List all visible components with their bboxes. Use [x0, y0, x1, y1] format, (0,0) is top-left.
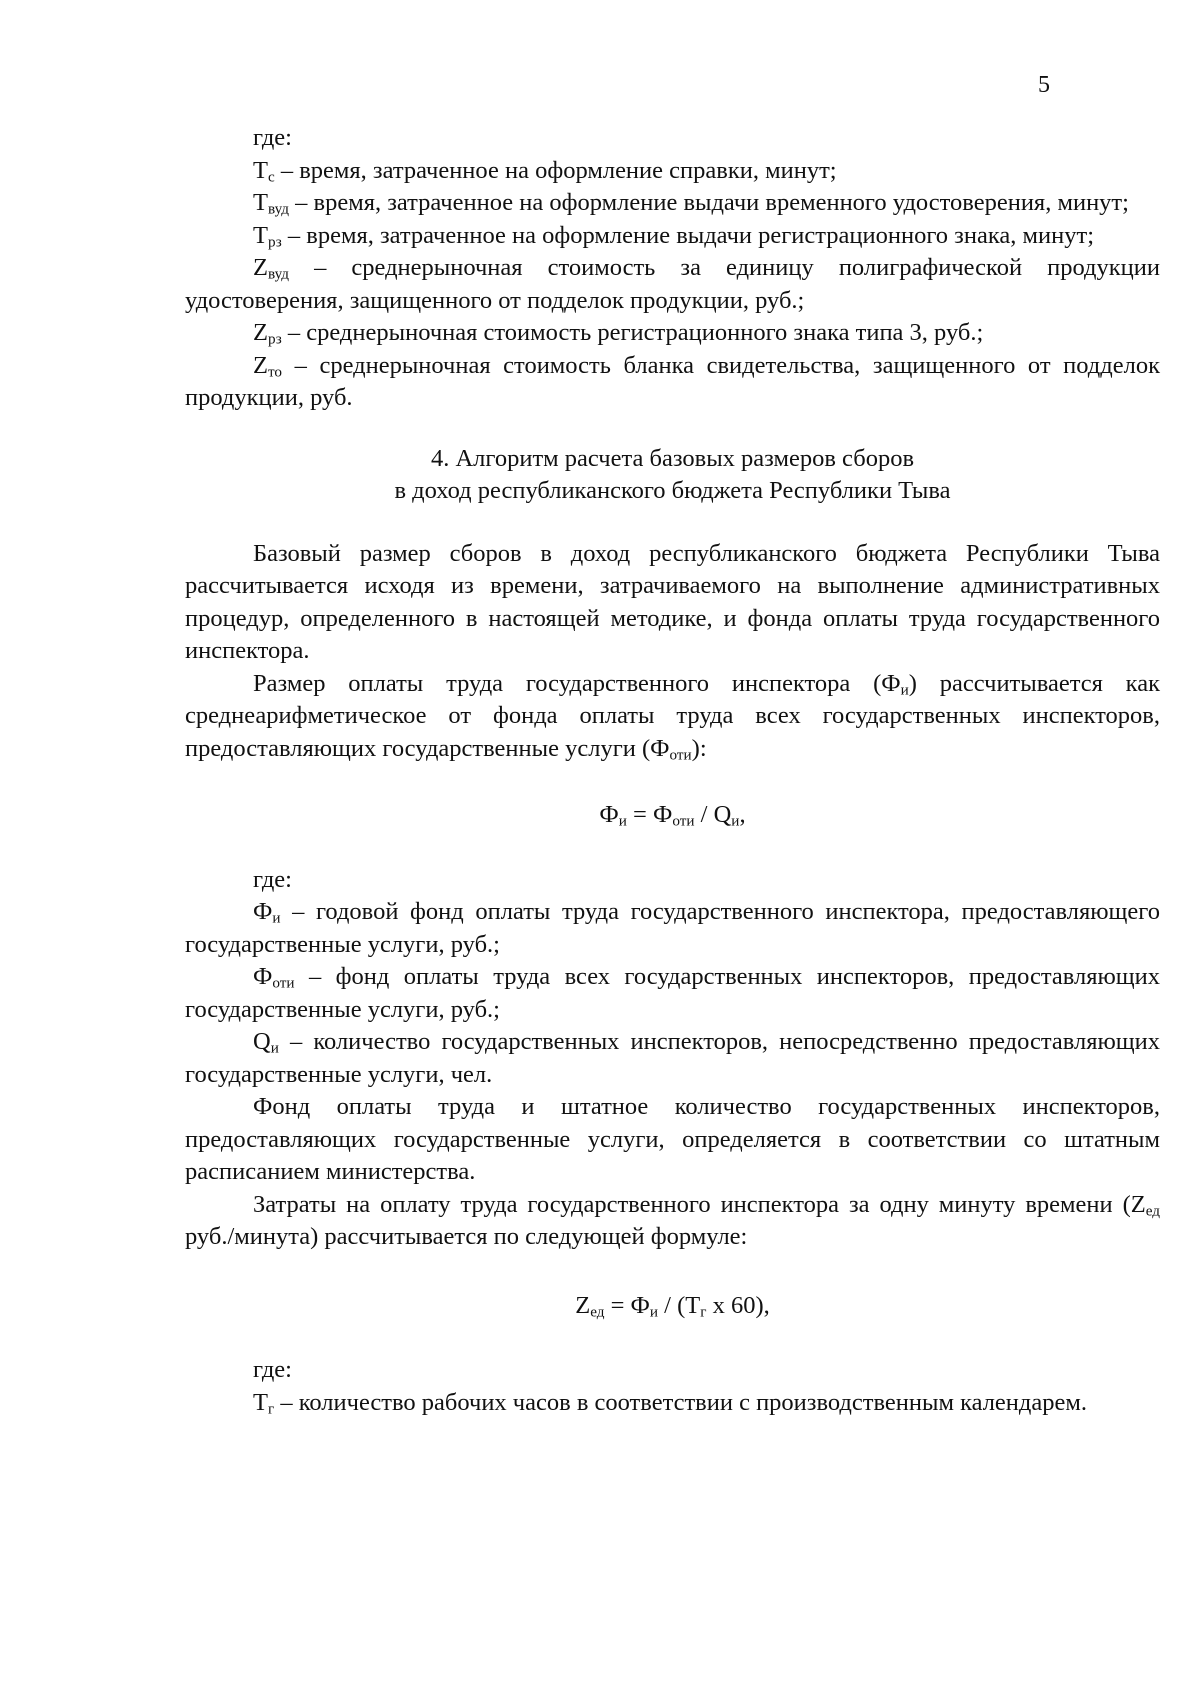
paragraph-inspector-pay — [185, 668, 1160, 766]
symbol-subscript: и — [272, 909, 281, 927]
page-number: 5 — [1038, 72, 1050, 98]
symbol: Ф — [253, 898, 273, 925]
formula-symbol: Z — [575, 1291, 591, 1319]
definition-text: – количество рабочих часов в соответствии с производственным календарем. — [274, 1388, 1087, 1416]
symbol-subscript: г — [267, 1399, 275, 1417]
section-heading-line2: в доход республиканского бюджета Республики Тыва — [394, 477, 951, 504]
formula-symbol: Ф — [599, 801, 619, 828]
where-label: где: — [253, 865, 292, 893]
formula-punctuation: , — [739, 801, 746, 828]
paragraph-base-size: Базовый размер сборов в доход республиканского бюджета Республики Тыва рассчитывается исходя из времени, затрачиваемого на выполнение административных процедур, определенного в настоящей методике, и фонда оплаты труда государственного инспектора. — [185, 539, 1160, 664]
paragraph-text: ) рассчитывается как среднеарифметическое от фонда оплаты труда всех государственных инспекторов, предоставляющих государственные услуги (Ф — [185, 669, 1160, 762]
section-heading-line1: 4. Алгоритм расчета базовых размеров сборов — [430, 444, 915, 472]
paragraph-text: Затраты на оплату труда государственного инспектора за одну минуту времени (Z — [253, 1190, 1146, 1218]
symbol: Z — [253, 351, 268, 379]
definition-foti — [185, 961, 1160, 1026]
symbol-subscript: то — [267, 362, 282, 380]
formula-operator: / — [694, 801, 714, 828]
symbol-subscript: рз — [267, 232, 282, 250]
definition-fi — [185, 896, 1160, 961]
formula-operator: = — [626, 801, 653, 828]
definition-tc — [185, 155, 1160, 188]
formula-punctuation: x 60), — [706, 1291, 770, 1319]
definition-qi — [185, 1026, 1160, 1091]
definition-tvud — [185, 187, 1160, 220]
symbol-subscript: и — [900, 680, 909, 698]
formula-subscript: и — [649, 1302, 659, 1320]
symbol-subscript: оти — [272, 974, 295, 992]
formula-subscript: г — [700, 1302, 707, 1320]
symbol: Ф — [253, 963, 273, 990]
symbol: T — [253, 156, 268, 184]
definition-text: – время, затраченное на оформление выдачи временного удостоверения, минут; — [289, 189, 1129, 216]
definition-zrz — [185, 317, 1160, 350]
symbol-subscript: оти — [669, 745, 692, 763]
paragraph-text: руб./минута) рассчитывается по следующей формуле: — [185, 1223, 748, 1250]
definition-zto — [185, 350, 1160, 415]
definition-text: – среднерыночная стоимость регистрационного знака типа 3, руб.; — [281, 319, 984, 346]
definition-text: – количество государственных инспекторов, непосредственно предоставляющих государственные услуги, чел. — [185, 1028, 1160, 1088]
formula-subscript: ед — [590, 1302, 605, 1320]
definition-text: – среднерыночная стоимость бланка свидетельства, защищенного от подделок продукции, руб. — [185, 351, 1160, 411]
symbol-subscript: ед — [1145, 1201, 1160, 1219]
definition-text: – среднерыночная стоимость за единицу полиграфической продукции удостоверения, защищенного от подделок продукции, руб.; — [185, 254, 1160, 314]
symbol-subscript: и — [270, 1039, 279, 1057]
formula-symbol: Ф — [653, 801, 673, 828]
where-label: где: — [253, 124, 292, 151]
formula-operator: / (T — [658, 1291, 701, 1319]
symbol: Z — [253, 319, 268, 346]
formula-subscript: и — [731, 812, 740, 830]
paragraph-text: Размер оплаты труда государственного инспектора (Ф — [253, 669, 901, 697]
formula-symbol: Q — [713, 801, 732, 828]
definition-zvud — [185, 252, 1160, 317]
paragraph-staffing: Фонд оплаты труда и штатное количество государственных инспекторов, предоставляющих государственные услуги, определяется в соответствии со штатным расписанием министерства. — [185, 1093, 1160, 1185]
formula-subscript: оти — [672, 812, 695, 830]
formula-symbol: Ф — [630, 1291, 650, 1319]
symbol-subscript: рз — [267, 330, 282, 348]
definition-text: – время, затраченное на оформление справки, минут; — [274, 156, 837, 184]
definition-text: – фонд оплаты труда всех государственных инспекторов, предоставляющих государственные услуги, руб.; — [185, 963, 1160, 1023]
symbol: T — [253, 1388, 268, 1416]
symbol: Q — [253, 1028, 271, 1055]
formula-operator: = — [604, 1291, 631, 1319]
symbol: T — [253, 221, 268, 249]
paragraph-text: ): — [691, 734, 707, 762]
formula-fi — [185, 799, 1160, 832]
paragraph-cost-per-minute — [185, 1189, 1160, 1254]
formula-zed — [185, 1290, 1160, 1323]
formula-subscript: и — [618, 812, 627, 830]
symbol-subscript: с — [267, 167, 275, 185]
definition-trz — [185, 220, 1160, 253]
page-content — [185, 122, 1160, 1419]
definition-text: – годовой фонд оплаты труда государственного инспектора, предоставляющего государственные услуги, руб.; — [185, 898, 1160, 958]
symbol-subscript: вуд — [267, 200, 289, 218]
definition-tg — [185, 1387, 1160, 1420]
symbol: T — [253, 189, 268, 216]
where-label: где: — [253, 1356, 292, 1383]
definition-text: – время, затраченное на оформление выдачи регистрационного знака, минут; — [281, 221, 1094, 249]
symbol: Z — [253, 254, 268, 281]
symbol-subscript: вуд — [267, 265, 289, 283]
